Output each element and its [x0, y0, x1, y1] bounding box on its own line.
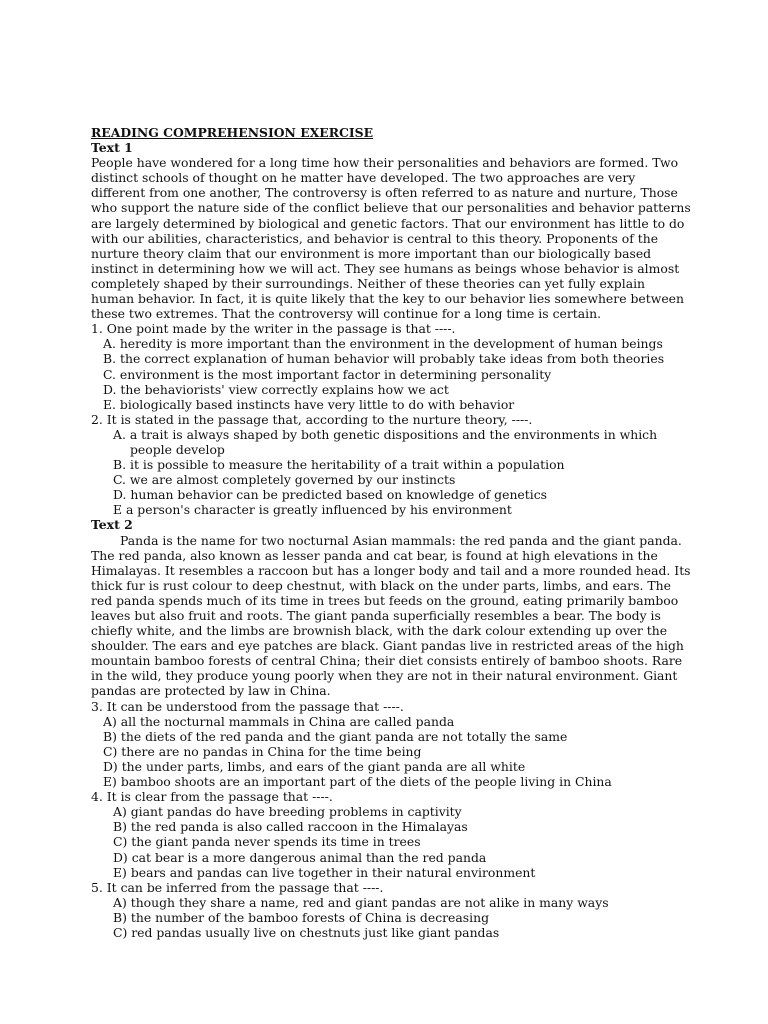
question-4-option-b: B) the red panda is also called raccoon in the Himalayas — [113, 819, 468, 835]
question-3-option-b: B) the diets of the red panda and the giant panda are not totally the same — [103, 728, 568, 744]
question-4-option-e: E) bears and pandas can live together in their natural environment — [113, 864, 536, 880]
question-1-option-e: E. biologically based instincts have very little to do with behavior — [103, 396, 515, 412]
page-title: READING COMPREHENSION EXERCISE — [91, 125, 374, 140]
question-1-option-a: A. heredity is more important than the environment in the development of human beings — [103, 336, 663, 352]
question-3-stem: 3. It can be understood from the passage that ----. — [91, 698, 404, 714]
question-3-option-d: D) the under parts, limbs, and ears of the giant panda are all white — [103, 758, 526, 774]
question-5-option-a: A) though they share a name, red and giant pandas are not alike in many ways — [113, 894, 609, 910]
text2-heading: Text 2 — [91, 517, 133, 533]
text2-passage: Panda is the name for two nocturnal Asian mammals: the red panda and the giant panda. The red panda, also known as lesser panda and cat bear, is found at high elevations in the Himalayas. It resembles a raccoon but has a longer body and tail and a more rounded head. Its thick fur is rust colour to deep chestnut, with black on the under parts, limbs, and ears. The red panda spends much of its time in trees but feeds on the ground, eating primarily bamboo leaves but also fruit and roots. The giant panda superficially resembles a bear. The body is chiefly white, and the limbs are brownish black, with the dark colour extending up over the shoulder. The ears and eye patches are black. Giant pandas live in restricted areas of the high mountain bamboo forests of central China; their diet consists entirely of bamboo shoots. Rare in the wild, they produce young poorly when they are not in their natural environment. Giant pandas are protected by law in China. — [91, 532, 691, 699]
question-4-option-d: D) cat bear is a more dangerous animal than the red panda — [113, 849, 487, 865]
question-1-option-b: B. the correct explanation of human behavior will probably take ideas from both theories — [103, 351, 665, 367]
question-2-option-e: E a person's character is greatly influenced by his environment — [113, 502, 512, 518]
question-2-stem: 2. It is stated in the passage that, according to the nurture theory, ----. — [91, 411, 533, 427]
question-4-option-c: C) the giant panda never spends its time in trees — [113, 834, 421, 850]
question-5-stem: 5. It can be inferred from the passage that ----. — [91, 879, 384, 895]
text1-passage: People have wondered for a long time how their personalities and behaviors are formed. Two distinct schools of thought on he matter have developed. The two approaches are very different from one another, The controversy is often referred to as nature and nurture, Those who support the nature side of the conflict believe that our personalities and behavior patterns are largely determined by biological and genetic factors. That our environment has little to do with our abilities, characteristics, and behavior is central to this theory. Proponents of the nurture theory claim that our environment is more important than our biologically based instinct in determining how we will act. They see humans as beings whose behavior is almost completely shaped by their surroundings. Neither of these theories can yet fully explain human behavior. In fact, it is quite likely that the key to our behavior lies somewhere between these two extremes. That the controversy will continue for a long time is certain. — [91, 155, 691, 322]
question-2-option-d: D. human behavior can be predicted based on knowledge of genetics — [113, 487, 547, 503]
question-2-option-b: B. it is possible to measure the heritability of a trait within a population — [113, 457, 565, 473]
question-3-option-e: E) bamboo shoots are an important part of the diets of the people living in China — [103, 774, 612, 790]
question-4-option-a: A) giant pandas do have breeding problems in captivity — [113, 804, 462, 820]
question-5-option-c: C) red pandas usually live on chestnuts just like giant pandas — [113, 924, 500, 940]
document-page — [91, 125, 691, 940]
question-3-option-a: A) all the nocturnal mammals in China are called panda — [103, 713, 455, 729]
question-5-option-b: B) the number of the bamboo forests of China is decreasing — [113, 909, 490, 925]
question-2-option-a: A. a trait is always shaped by both genetic dispositions and the environments in which people develop — [113, 426, 658, 457]
question-2-option-c: C. we are almost completely governed by our instincts — [113, 472, 456, 488]
question-1-option-c: C. environment is the most important factor in determining personality — [103, 366, 552, 382]
question-1-option-d: D. the behaviorists' view correctly explains how we act — [103, 381, 449, 397]
text1-heading: Text 1 — [91, 140, 133, 156]
question-1-stem: 1. One point made by the writer in the passage is that ----. — [91, 321, 456, 337]
question-3-option-c: C) there are no pandas in China for the time being — [103, 743, 422, 759]
question-4-stem: 4. It is clear from the passage that ----. — [91, 789, 333, 805]
